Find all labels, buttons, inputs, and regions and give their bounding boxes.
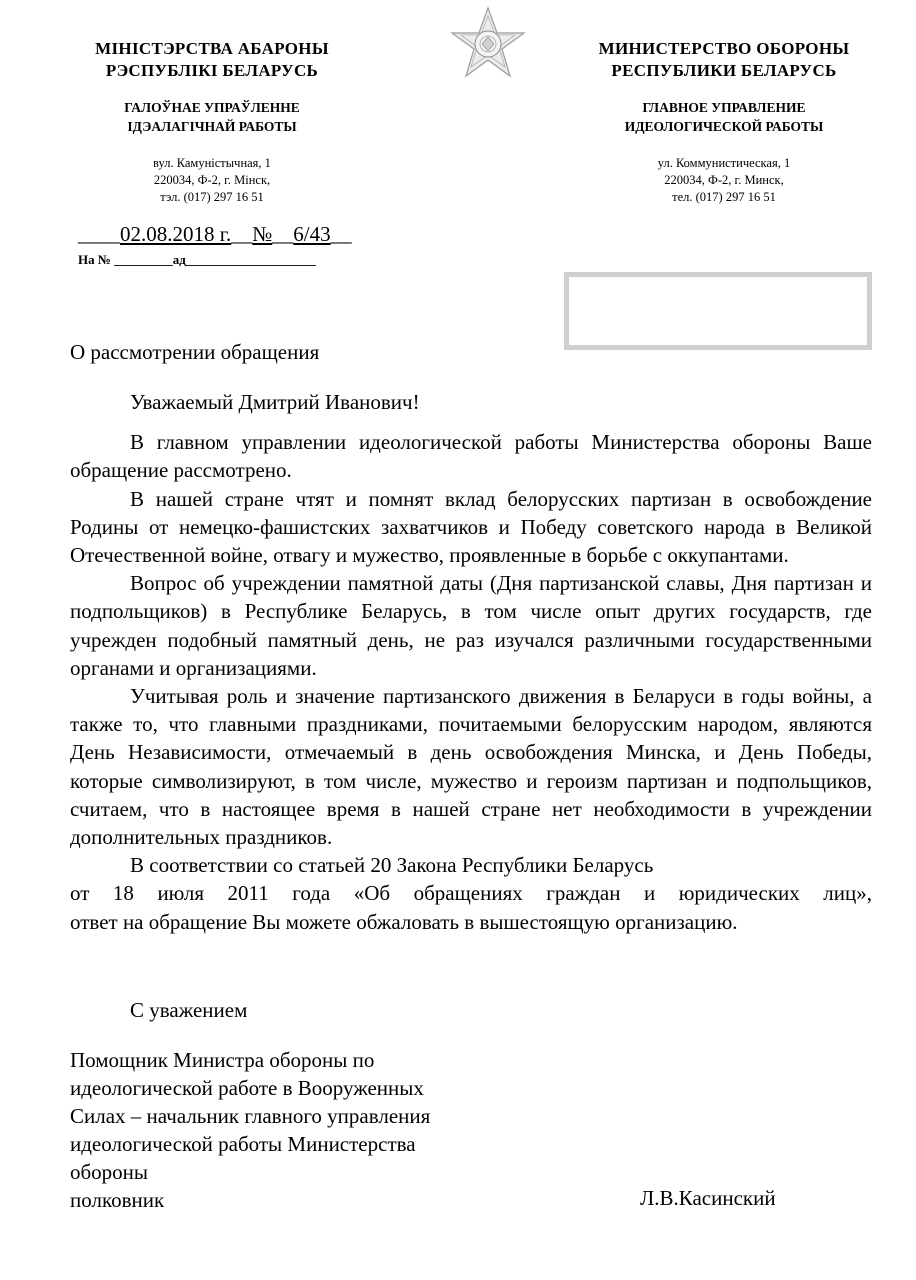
ref-blank1: _________	[110, 252, 173, 267]
address-ru-line3: тел. (017) 297 16 51	[672, 190, 776, 204]
reg-sep: __	[231, 222, 253, 246]
org-name-ru-line1: МИНИСТЕРСТВО ОБОРОНЫ	[598, 39, 850, 58]
reg-gap: __	[272, 222, 294, 246]
dept-name-ru	[568, 98, 880, 136]
registration-line	[78, 222, 352, 247]
paragraph-2: В нашей стране чтят и помнят вклад белорусских партизан в освобождение Родины от немецко-фашистских захватчиков и Победу советского народа в Великой Отечественной войне, отвагу и мужество, проявленные в борьбе с оккупантами.	[70, 486, 872, 568]
letter-body	[70, 388, 872, 936]
header-right	[568, 38, 880, 206]
reference-line	[78, 252, 316, 268]
address-by-line3: тэл. (017) 297 16 51	[160, 190, 264, 204]
signer-name: Л.В.Касинский	[640, 1186, 776, 1210]
ref-from-label: ад	[172, 252, 186, 267]
header-left	[62, 38, 362, 206]
reg-number-label: №	[252, 222, 273, 246]
dept-name-by-line1: ГАЛОЎНАЕ УПРАЎЛЕННЕ	[124, 100, 300, 115]
org-name-by-line1: МІНІСТЭРСТВА АБАРОНЫ	[95, 39, 329, 58]
address-by-line1: вул. Камуністычная, 1	[153, 156, 271, 170]
document-date: 02.08.2018 г.	[120, 222, 232, 246]
signer-title-line2: идеологической работе в Вооруженных	[70, 1076, 424, 1100]
reg-tail: __	[330, 222, 352, 246]
dept-name-by	[62, 98, 362, 136]
star-emblem-icon	[448, 6, 528, 84]
signer-title-line1: Помощник Министра обороны по	[70, 1048, 375, 1072]
paragraph-3: Вопрос об учреждении памятной даты (Дня партизанской славы, Дня партизан и подпольщиков) в Республике Беларусь, в том числе опыт других государств, где учрежден подобный памятный день, не раз изучался различными государственными органами и организациями.	[70, 571, 872, 680]
ref-blank2: ____________________	[185, 252, 316, 267]
paragraph-5-line3: ответ на обращение Вы можете обжаловать в вышестоящую организацию.	[70, 909, 738, 934]
signer-title-line4: идеологической работы Министерства	[70, 1132, 416, 1156]
document-number: 6/43	[293, 222, 331, 246]
paragraph-5-line1: В соответствии со статьей 20 Закона Республики Беларусь	[130, 853, 654, 878]
dept-name-ru-line2: ИДЕОЛОГИЧЕСКОЙ РАБОТЫ	[624, 119, 824, 134]
closing: С уважением	[130, 998, 248, 1022]
paragraph-4: Учитывая роль и значение партизанского движения в Беларуси в годы войны, а также то, что главными праздниками, почитаемыми белорусским народом, являются День Независимости, отмечаемый в день освобождения Минска, и День Победы, которые символизируют, в том числе, мужество и героизм партизан и подпольщиков, считаем, что в настоящее время в нашей стране нет необходимости в учреждении дополнительных праздников.	[70, 684, 872, 850]
signer-title-line5: обороны	[70, 1160, 149, 1184]
signer-title-line3: Силах – начальник главного управления	[70, 1104, 431, 1128]
paragraph-1: В главном управлении идеологической работы Министерства обороны Ваше обращение рассмотрено.	[70, 430, 872, 483]
address-ru-line1: ул. Коммунистическая, 1	[657, 156, 791, 170]
dept-name-by-line2: ІДЭАЛАГІЧНАЙ РАБОТЫ	[127, 119, 297, 134]
subject-line: О рассмотрении обращения	[70, 340, 320, 364]
ref-label: На №	[78, 252, 111, 267]
signer-title	[70, 1046, 530, 1214]
greeting: Уважаемый Дмитрий Иванович!	[130, 390, 420, 414]
address-ru	[568, 155, 880, 206]
dept-name-ru-line1: ГЛАВНОЕ УПРАВЛЕНИЕ	[642, 100, 806, 115]
signer-rank: полковник	[70, 1188, 165, 1212]
paragraph-5-line2: от 18 июля 2011 года «Об обращениях граждан и юридических лиц»,	[70, 881, 872, 906]
address-by	[62, 155, 362, 206]
address-ru-line2: 220034, Ф-2, г. Минск,	[664, 173, 784, 187]
addressee-redacted-box	[564, 272, 872, 350]
address-by-line2: 220034, Ф-2, г. Мінск,	[153, 173, 271, 187]
reg-lead: ____	[78, 222, 120, 246]
org-name-ru-line2: РЕСПУБЛИКИ БЕЛАРУСЬ	[611, 61, 837, 80]
org-name-by-line2: РЭСПУБЛІКІ БЕЛАРУСЬ	[105, 61, 319, 80]
